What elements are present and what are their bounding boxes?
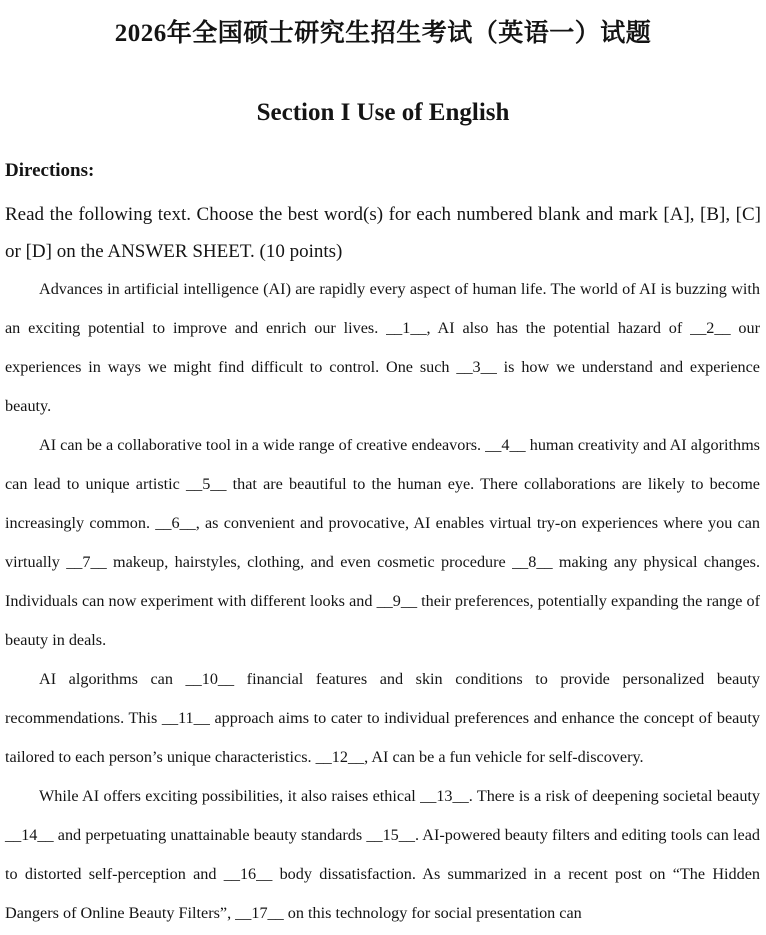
reading-passage bbox=[5, 270, 760, 933]
directions-text: Read the following text. Choose the best word(s) for each numbered blank and mark [A], [B], [C] or [D] on the ANSWER SHEET. (10 points) bbox=[5, 204, 761, 262]
passage-paragraph: While AI offers exciting possibilities, it also raises ethical __13__. There is a risk of deepening societal beauty __14__ and perpetuating unattainable beauty standards __15__. AI-powered beauty filters and editing tools can lead to distorted self-perception and __16__ body dissatisfaction. As summarized in a recent post on “The Hidden Dangers of Online Beauty Filters”, __17__ on this technology for social presentation can bbox=[5, 787, 760, 922]
exam-title: 2026年全国硕士研究生招生考试（英语一）试题 bbox=[114, 20, 652, 47]
passage-paragraph: Advances in artificial intelligence (AI) are rapidly every aspect of human life. The world of AI is buzzing with an exciting potential to improve and enrich our lives. __1__, AI also has the potential hazard of __2__ our experiences in ways we might find difficult to control. One such __3__ is how we understand and experience beauty. bbox=[5, 280, 760, 415]
section-title: Section I Use of English bbox=[256, 99, 510, 126]
directions-label: Directions: bbox=[5, 160, 95, 181]
passage-paragraph: AI algorithms can __10__ financial features and skin conditions to provide personalized beauty recommendations. This __11__ approach aims to cater to individual preferences and enhance the concept of beauty tailored to each person’s unique characteristics. __12__, AI can be a fun vehicle for self-discovery. bbox=[5, 670, 760, 766]
passage-paragraph: AI can be a collaborative tool in a wide range of creative endeavors. __4__ human creativity and AI algorithms can lead to unique artistic __5__ that are beautiful to the human eye. There collaborations are likely to become increasingly common. __6__, as convenient and provocative, AI enables virtual try-on experiences where you can virtually __7__ makeup, hairstyles, clothing, and even cosmetic procedure __8__ making any physical changes. Individuals can now experiment with different looks and __9__ their preferences, potentially expanding the range of beauty in deals. bbox=[5, 436, 760, 649]
